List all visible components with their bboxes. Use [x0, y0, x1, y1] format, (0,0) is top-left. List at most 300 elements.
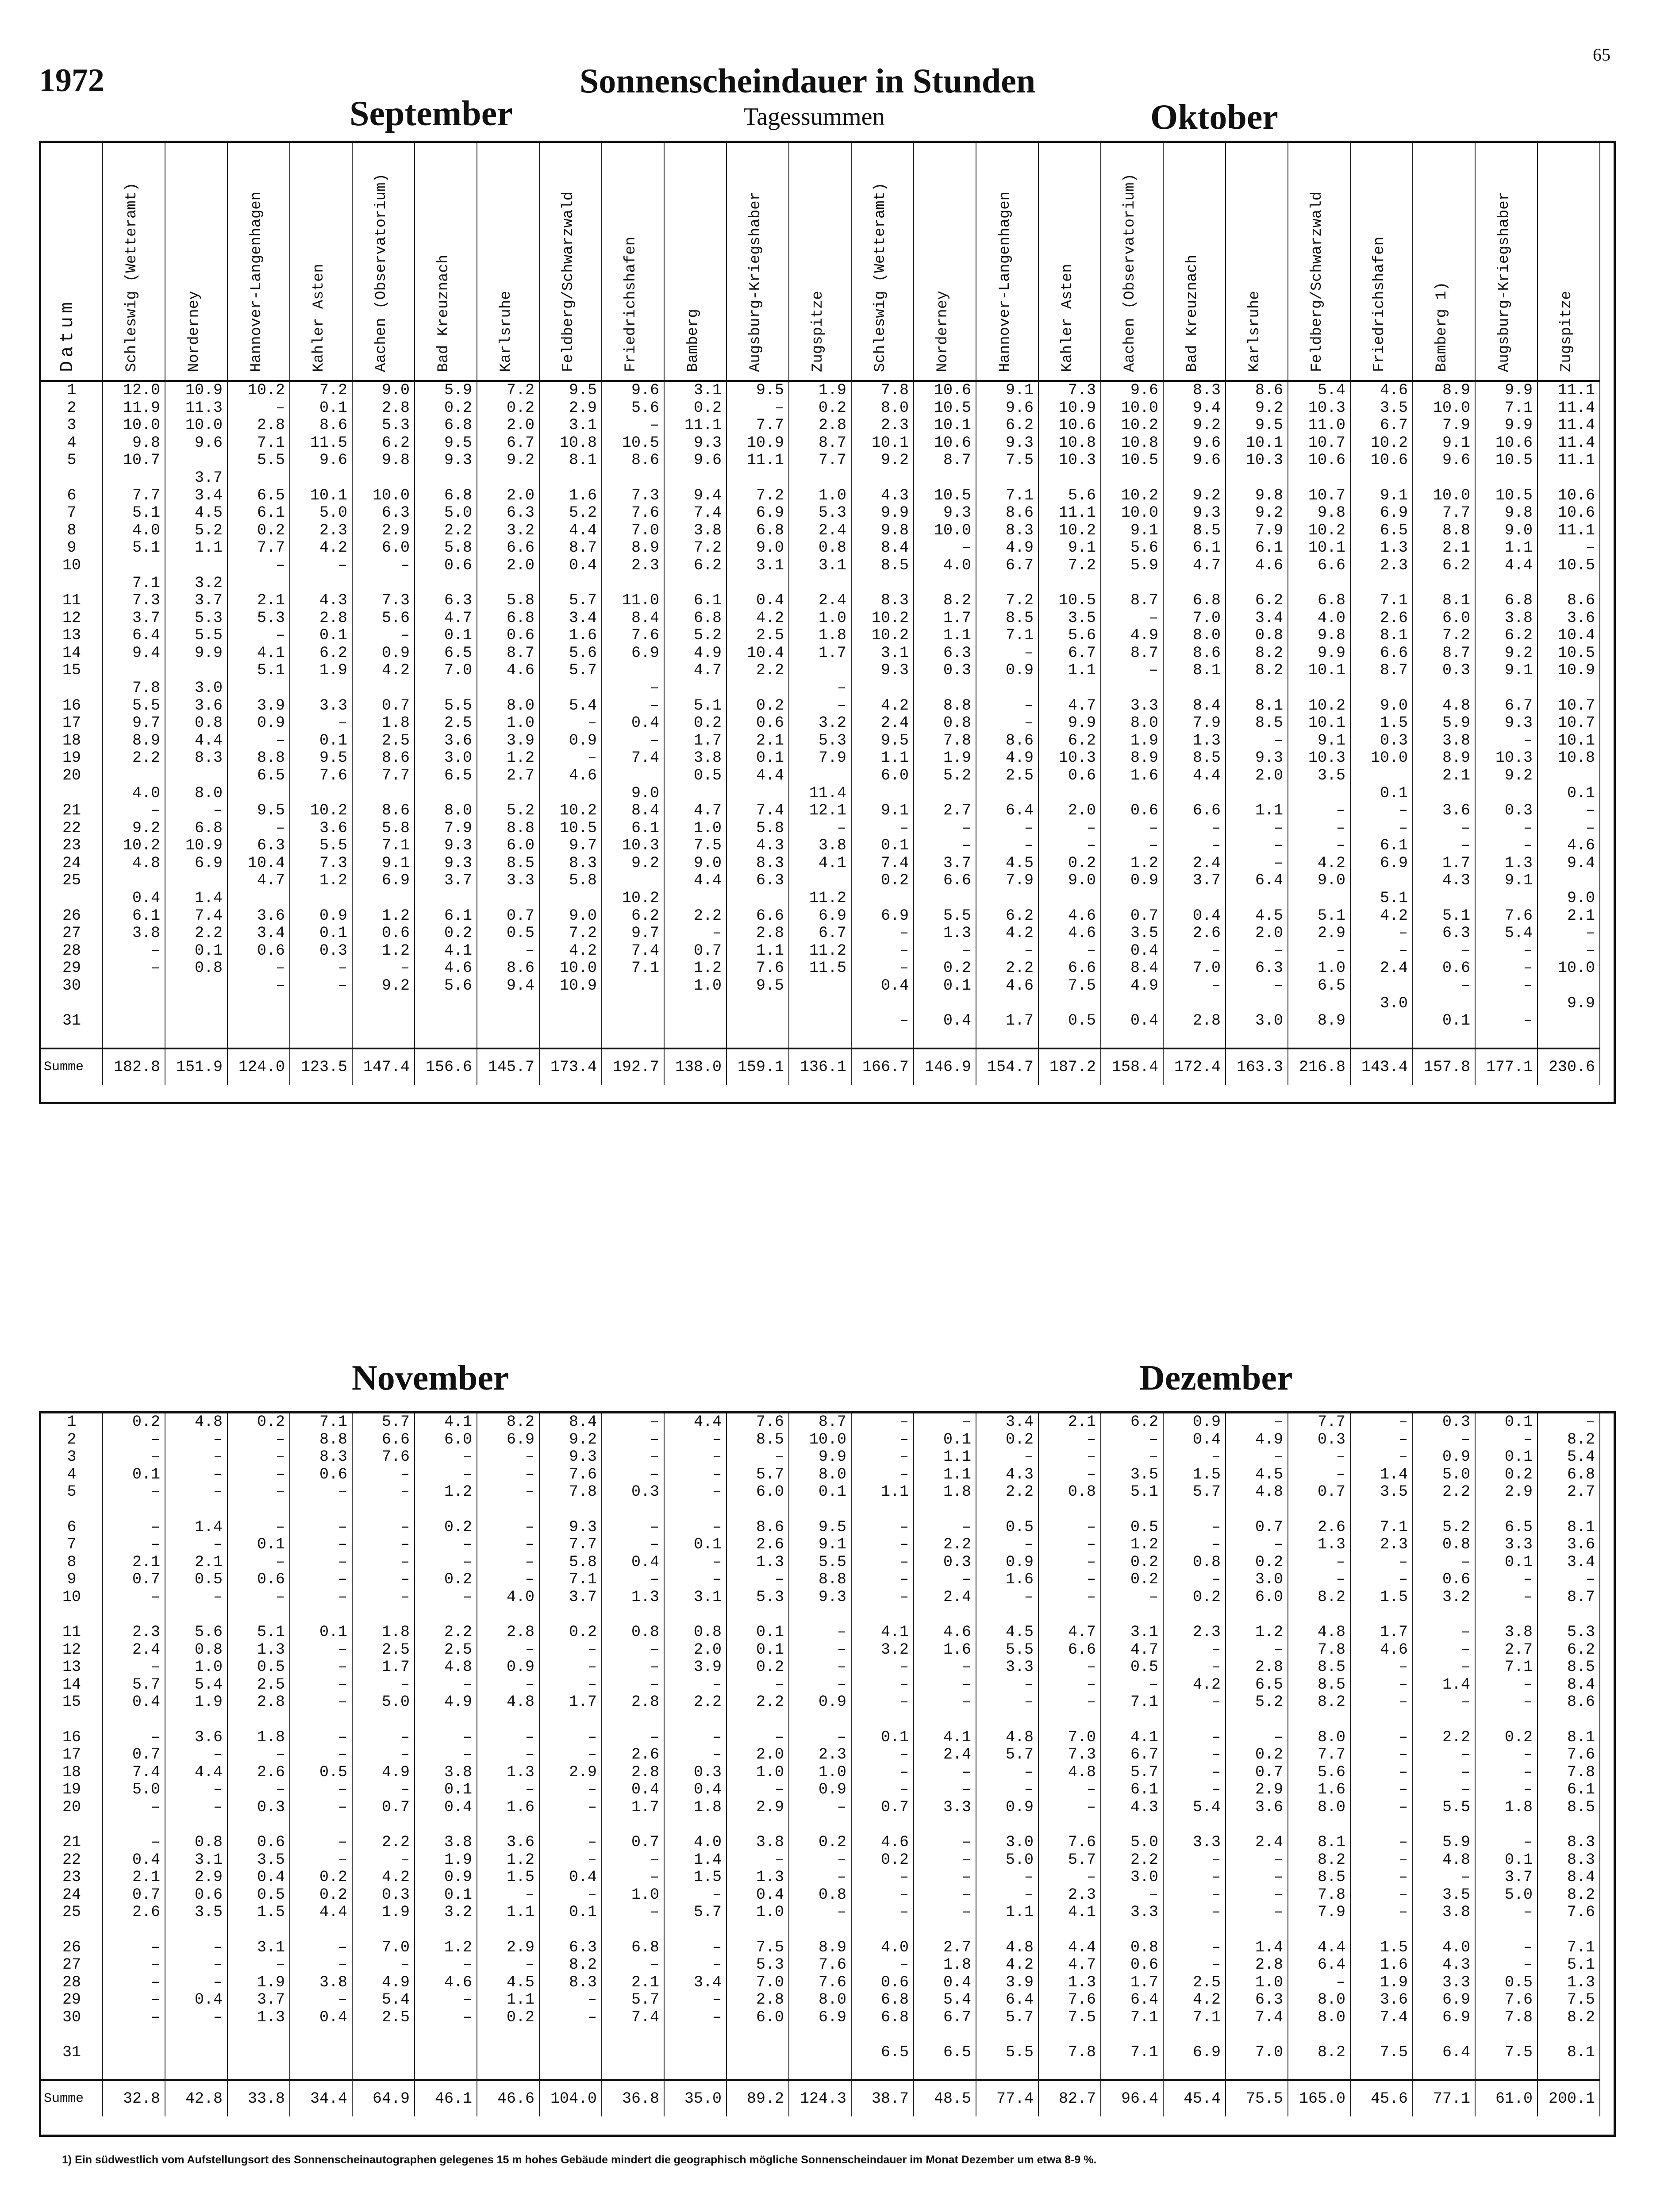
value-block: 8.6 5.8 7.1 9.1 6.9 [381, 802, 410, 889]
value-block: 10.5 3.5 5.6 6.7 1.1 [1058, 591, 1096, 679]
value-block: 7.4 5.8 4.3 8.3 6.3 [756, 802, 784, 889]
value-block: – – – – – [1398, 1833, 1408, 1921]
sum-value: 82.7 [1039, 2079, 1101, 2116]
value-block: 8.1 8.2 8.5 7.8 7.9 [1317, 1833, 1345, 1921]
sum-value: 151.9 [165, 1048, 228, 1085]
station-column [103, 1413, 165, 2079]
column-header-station [228, 143, 290, 382]
value-block: – – 3.2 5.3 7.9 [818, 679, 846, 767]
sum-value: 48.5 [914, 2079, 976, 2116]
value-block: 1.9 0.2 2.8 8.7 7.7 [818, 381, 846, 469]
value-block: – – 4.9 – 0.7 [381, 1728, 410, 1816]
column-header-label: Bamberg [684, 309, 702, 372]
sum-value: 124.0 [228, 1048, 290, 1085]
value-block: 3.4 0.2 – 4.3 2.2 [1005, 1413, 1034, 1501]
value-block: 3.9 0.9 – 8.8 6.5 [257, 696, 285, 784]
value-block: 8.1 3.6 3.4 – 8.7 [1567, 1518, 1595, 1606]
column-header-label: Zugspitze [1558, 291, 1575, 372]
column-header-label: Friedrichshafen [622, 236, 639, 372]
value-block: 9.0 7.2 4.2 10.0 10.9 [559, 906, 597, 995]
value-block: 9.0 2.1 – – 10.0 [1557, 889, 1595, 977]
value-block: 4.8 7.8 8.5 8.5 8.2 [1317, 1623, 1345, 1711]
value-block: 6.1 0.2 4.1 4.6 5.6 [444, 906, 472, 995]
value-block: 10.6 10.5 10.1 10.6 8.7 [934, 381, 971, 469]
value-block: 1.2 – 2.8 6.5 5.2 [1255, 1623, 1283, 1711]
station-column [415, 382, 477, 1048]
station-column [1101, 1413, 1164, 2079]
value-block: – 2.2 0.3 – 2.4 [943, 1518, 971, 1606]
value-block: 7.2 0.1 8.6 11.5 9.6 [310, 381, 347, 469]
value-block: 7.8 [1068, 2043, 1096, 2061]
value-block: 1.8 – 2.6 – 0.3 [257, 1728, 285, 1816]
sum-value: 96.4 [1101, 2079, 1164, 2116]
value-block: 0.1 [1442, 1012, 1470, 1029]
value-block: 8.3 8.3 8.4 8.2 7.6 [1567, 1833, 1595, 1921]
sum-value: 173.4 [540, 1048, 602, 1085]
value-block: 0.2 – – 0.8 – [818, 1833, 846, 1921]
value-block: 7.1 [1130, 2043, 1158, 2061]
station-column [665, 1413, 727, 2079]
station-column [1164, 382, 1226, 1048]
value-block: 2.8 [1192, 1012, 1221, 1029]
value-block: 1.4 7.4 2.2 0.1 0.8 [194, 889, 223, 977]
column-header-station [1226, 143, 1288, 382]
value-block: 1.1 – – – 6.4 [1255, 802, 1283, 889]
column-header-label: Bad Kreuznach [1184, 254, 1201, 372]
station-column [103, 382, 165, 1048]
value-block: 7.6 5.7 – 2.3 4.1 [1068, 1833, 1096, 1921]
value-block: 2.7 1.8 0.4 5.4 6.7 [943, 1938, 971, 2026]
station-column [914, 382, 976, 1048]
value-block: 5.7 3.4 1.6 5.6 5.7 [569, 591, 597, 679]
station-column [665, 382, 727, 1048]
value-block: 0.8 0.6 1.7 6.4 7.1 [1130, 1938, 1158, 2026]
sum-value: 187.2 [1039, 1048, 1101, 1085]
value-block: 2.2 – – – 5.5 [1442, 1728, 1470, 1816]
date-column [41, 382, 103, 1048]
value-block: 9.0 2.8 5.3 6.2 9.8 [381, 381, 410, 469]
sum-value: 34.4 [290, 2079, 353, 2116]
value-block: 6.9 – – – 0.4 [880, 906, 909, 995]
value-block: 4.3 9.9 9.8 8.4 8.5 [880, 486, 909, 574]
value-block: 6.6 2.8 1.1 7.6 9.5 [756, 906, 784, 995]
value-block: 6.1 6.8 5.2 4.9 4.7 [693, 591, 722, 679]
column-header-label: Bamberg 1) [1433, 281, 1450, 372]
value-block: 5.1 1.3 0.5 2.5 2.8 [257, 1623, 285, 1711]
sum-value: 38.7 [852, 2079, 914, 2116]
value-block: 7.3 10.9 10.6 10.8 10.3 [1058, 381, 1096, 469]
sum-value: 35.0 [665, 2079, 727, 2116]
value-block: 10.2 10.1 9.1 10.3 3.5 [1308, 696, 1345, 784]
value-block: 4.7 1.0 7.5 9.0 4.4 [693, 802, 722, 889]
value-block: 8.1 [1567, 2043, 1595, 2061]
value-block: 7.1 2.3 – – 1.5 [1380, 1518, 1408, 1606]
value-block: 5.8 6.8 0.6 8.7 4.6 [506, 591, 534, 679]
station-column [353, 1413, 415, 2079]
day-block: 16 17 18 19 20 [62, 696, 81, 784]
value-block: 7.1 8.6 8.3 4.9 6.7 [1005, 486, 1034, 574]
value-block: 10.2 – 2.8 7.1 5.5 [247, 381, 285, 469]
value-block: – – – – 5.4 [1192, 1728, 1221, 1816]
value-block: 4.5 5.5 3.3 – – [1005, 1623, 1034, 1711]
value-block: 6.2 4.2 – 2.2 4.6 [1005, 906, 1034, 995]
sum-value: 104.0 [540, 2079, 602, 2116]
value-block: 3.7 3.4 4.5 5.2 1.1 [194, 469, 223, 557]
value-block: 2.2 – 0.7 1.2 1.0 [693, 906, 722, 995]
value-block: 4.0 4.3 3.3 6.9 6.9 [1442, 1938, 1470, 2026]
value-block: 7.1 7.3 3.7 6.4 9.4 [132, 574, 160, 662]
value-block: 7.3 5.6 – 0.9 4.2 [381, 591, 410, 679]
value-block: 5.3 6.2 8.5 8.4 8.6 [1567, 1623, 1595, 1711]
value-block: 3.0 5.0 – – 1.1 [1005, 1833, 1034, 1921]
value-block: – – 0.4 – 0.1 [569, 1833, 597, 1921]
station-column [914, 1413, 976, 2079]
value-block: 7.3 7.6 7.0 8.9 2.3 [631, 486, 659, 574]
value-block: 1.2 – 4.6 – – [444, 1938, 472, 2026]
value-block: 8.9 10.0 7.9 9.1 9.6 [1433, 381, 1470, 469]
value-block: 4.0 – 9.2 10.2 4.8 [123, 784, 160, 872]
value-block: – 4.9 – 4.5 4.8 [1255, 1413, 1283, 1501]
day-block: 1 2 3 4 5 [67, 381, 77, 469]
value-block: 4.2 2.4 9.5 1.1 6.0 [880, 696, 909, 784]
value-block: 7.6 5.4 – – – [1504, 906, 1533, 995]
value-block: 0.2 – – – 1.7 [569, 1623, 597, 1711]
column-header-station [165, 143, 228, 382]
column-header-datum [41, 143, 103, 382]
station-column [602, 382, 665, 1048]
day-block: 6 7 8 9 10 [62, 486, 81, 574]
value-block: 0.7 3.5 0.4 8.4 4.9 [1130, 906, 1158, 995]
day-block: 6 7 8 9 10 [62, 1518, 81, 1606]
value-block: 0.1 0.1 0.2 – 2.2 [756, 1623, 784, 1711]
value-block: 7.2 8.5 7.1 – 0.9 [1005, 591, 1034, 679]
value-block: 8.4 7.9 1.3 8.5 4.4 [1192, 696, 1221, 784]
value-block: 7.2 0.2 2.0 6.7 9.2 [506, 381, 534, 469]
station-column [415, 1413, 477, 2079]
value-block: 4.4 – – – – [693, 1413, 722, 1501]
value-block: 3.6 3.4 0.6 – – [257, 906, 285, 995]
column-header-station [1039, 143, 1101, 382]
value-block: 10.7 10.7 10.1 10.8 [1557, 696, 1595, 767]
value-block: 2.9 – 4.5 1.1 0.2 [506, 1938, 534, 2026]
value-block: – – 0.5 – – [319, 1728, 347, 1816]
value-block: 7.6 8.5 – 5.7 6.0 [756, 1413, 784, 1501]
value-block: 8.7 – 4.9 8.7 – [1130, 591, 1158, 679]
grid-top [41, 143, 1600, 1085]
column-header-label: Karlsruhe [497, 291, 515, 372]
table-september-oktober [39, 141, 1616, 1104]
sum-value: 61.0 [1476, 2079, 1538, 2116]
value-block: 5.4 – 0.9 – 4.6 [569, 696, 597, 784]
value-block: 8.9 [1317, 1012, 1345, 1029]
column-header-label: Kahler Asten [310, 264, 327, 372]
value-block: 8.0 7.9 9.3 9.3 3.7 [444, 802, 472, 889]
value-block: 9.5 9.1 5.5 8.8 9.3 [818, 1518, 846, 1606]
value-block: 6.5 [880, 2043, 909, 2061]
column-header-label: Datum [57, 298, 78, 372]
column-header-station [1413, 143, 1476, 382]
sum-value: 75.5 [1226, 2079, 1288, 2116]
sum-value: 32.8 [103, 2079, 165, 2116]
column-header-label: Bad Kreuznach [435, 254, 452, 372]
value-block: 0.5 [1068, 1012, 1096, 1029]
page-number: 65 [1593, 45, 1610, 65]
value-block: 6.4 – – 4.5 7.9 [1005, 802, 1034, 889]
value-block: – 0.7 7.4 5.0 – [132, 1728, 160, 1816]
column-header-label: Feldberg/Schwarzwald [1308, 191, 1326, 372]
value-block: 8.1 7.6 7.8 6.1 8.5 [1567, 1728, 1595, 1816]
value-block: 4.1 3.2 – – – [880, 1623, 909, 1711]
value-block: 6.5 [943, 2043, 971, 2061]
day-block: 1 2 3 4 5 [67, 1413, 77, 1501]
station-column [290, 382, 353, 1048]
footnote: 1) Ein südwestlich vom Aufstellungsort des Sonnenscheinautographen gelegenes 15 m hohes Gebäude mindert die geographisch mögliche Sonnenscheindauer im Monat Dezember um etwa 8-9 %. [62, 2154, 1097, 2166]
value-block: 10.2 3.6 5.5 7.3 1.2 [310, 802, 347, 889]
column-header-station [1164, 143, 1226, 382]
value-block: 8.2 6.9 – – – [506, 1413, 534, 1501]
value-block: 4.7 6.6 – – – [1068, 1623, 1096, 1711]
value-block: 1.7 4.6 – – – [1380, 1623, 1408, 1711]
value-block: 8.6 9.2 9.5 10.1 10.3 [1245, 381, 1283, 469]
station-column [477, 1413, 540, 2079]
value-block: 3.6 – 4.4 – – [194, 1728, 223, 1816]
value-block: 1.2 0.6 1.2 – 9.2 [381, 906, 410, 995]
sum-value: 200.1 [1538, 2079, 1600, 2116]
value-block: 3.0 [1380, 994, 1408, 1012]
column-header-station [540, 143, 602, 382]
value-block: – – – – – [338, 1518, 347, 1606]
value-block: 8.4 9.2 9.3 7.6 7.8 [569, 1413, 597, 1501]
value-block: 2.2 2.5 4.8 – 4.9 [444, 1623, 472, 1711]
value-block: 8.2 [1317, 2043, 1345, 2061]
value-block: 8.6 3.6 10.4 10.5 10.9 [1557, 591, 1595, 679]
station-column [1351, 1413, 1413, 2079]
value-block: 9.5 – 6.3 10.4 4.7 [247, 802, 285, 889]
value-block: 2.7 – – 3.7 6.6 [943, 802, 971, 889]
station-column [1538, 382, 1600, 1048]
value-block: – – 0.3 0.4 1.8 [693, 1728, 722, 1816]
column-header-label: Norderney [185, 291, 203, 372]
column-header-label: Augsburg-Kriegshaber [747, 191, 764, 372]
value-block: 0.8 3.1 2.9 0.6 3.5 [194, 1833, 223, 1921]
station-column [1101, 382, 1164, 1048]
value-block: 10.5 9.8 9.0 1.1 4.4 [1495, 486, 1533, 574]
value-block: 3.0 3.6 0.8 4.4 8.3 [194, 679, 223, 767]
station-column [789, 382, 852, 1048]
value-block: 0.7 – – 1.0 – [631, 1833, 659, 1921]
column-header-label: Karlsruhe [1246, 291, 1263, 372]
value-block: – – – 4.2 9.0 [1317, 802, 1345, 889]
value-block: 1.8 2.5 1.7 – 5.0 [381, 1623, 410, 1711]
column-header-station [1351, 143, 1413, 382]
value-block: – – 8.6 4.9 2.5 [1005, 696, 1034, 784]
value-block: 6.9 [1192, 2043, 1221, 2061]
sum-value: 45.4 [1164, 2079, 1226, 2116]
value-block: 6.8 5.0 2.2 5.8 0.6 [444, 486, 472, 574]
sum-value: 192.7 [602, 1048, 665, 1085]
value-block: 0.2 – – – 1.8 [1504, 1728, 1533, 1816]
value-block: – – 2.1 0.7 – [132, 1518, 160, 1606]
value-block: 8.0 1.0 3.9 1.2 2.7 [506, 696, 534, 784]
value-block: 9.6 10.0 10.2 10.8 10.5 [1121, 381, 1158, 469]
sum-value: 146.9 [914, 1048, 976, 1085]
column-header-station [290, 143, 353, 382]
value-block: 4.6 4.6 – 6.6 7.5 [1068, 906, 1096, 995]
value-block: 3.8 – 1.3 0.4 1.0 [756, 1833, 784, 1921]
day-block: 11 12 13 14 15 [62, 591, 81, 679]
value-block: 9.3 7.7 5.8 7.1 3.7 [569, 1518, 597, 1606]
sum-value: 156.6 [415, 1048, 477, 1085]
value-block: – – – – – [150, 1938, 160, 2026]
value-block: – 2.3 1.0 0.9 – [818, 1728, 846, 1816]
value-block: 6.8 3.8 6.2 9.2 9.1 [1504, 591, 1533, 679]
sum-value: 230.6 [1538, 1048, 1600, 1085]
value-block: 7.0 – 4.9 5.4 2.5 [381, 1938, 410, 2026]
sum-value: 42.8 [165, 2079, 228, 2116]
value-block: 9.0 8.4 6.1 10.3 9.2 [622, 784, 659, 872]
value-block: 3.1 0.2 11.1 9.3 9.6 [684, 381, 722, 469]
station-column [852, 1413, 914, 2079]
sum-value: 159.1 [727, 1048, 789, 1085]
value-block: – – 1.3 – 1.6 [506, 1728, 534, 1816]
value-block: 0.8 2.0 3.9 – 2.2 [693, 1623, 722, 1711]
value-block: 0.6 3.5 0.4 0.5 1.5 [257, 1833, 285, 1921]
station-column [976, 1413, 1039, 2079]
value-block: 9.5 – 7.7 10.9 11.1 [746, 381, 784, 469]
page-title: Sonnenscheindauer in Stunden [580, 61, 1036, 100]
value-block: 6.6 – – 2.4 3.7 [1192, 802, 1221, 889]
station-column [976, 382, 1039, 1048]
value-block: 0.3 – – 1.3 9.1 [1504, 802, 1533, 889]
column-header-station [789, 143, 852, 382]
value-block: 8.1 8.5 – 9.3 2.0 [1255, 696, 1283, 784]
value-block: – 0.2 0.7 2.9 3.6 [1255, 1728, 1283, 1816]
value-block: 0.4 6.1 3.8 – – [132, 889, 160, 977]
sum-value: 166.7 [852, 1048, 914, 1085]
station-column [1351, 382, 1413, 1048]
sum-label: Summe [41, 1048, 103, 1085]
column-header-label: Schleswig (Wetteramt) [123, 182, 140, 372]
value-block: 9.1 9.6 6.2 9.3 7.5 [1005, 381, 1034, 469]
value-block: – – – 1.4 – [1442, 1623, 1470, 1711]
station-column [540, 1413, 602, 2079]
station-column [477, 382, 540, 1048]
station-column [228, 382, 290, 1048]
value-block: – – – 1.4 3.5 [1380, 1413, 1408, 1501]
column-header-station [103, 143, 165, 382]
value-block: 10.0 6.3 2.9 6.0 – [372, 486, 410, 574]
value-block: 3.3 8.0 1.9 8.9 1.6 [1130, 696, 1158, 784]
value-block: 4.4 4.7 1.3 7.6 7.5 [1068, 1938, 1096, 2026]
value-block: 5.5 2.5 3.6 3.0 6.5 [444, 696, 472, 784]
value-block: 10.0 7.7 8.8 2.1 6.2 [1433, 486, 1470, 574]
value-block: 8.3 10.2 10.2 3.1 9.3 [871, 591, 909, 679]
value-block: 5.1 6.3 – 0.6 – [1442, 906, 1470, 995]
value-block: 8.6 2.6 1.3 – 5.3 [756, 1518, 784, 1606]
value-block: 0.4 [1130, 1012, 1158, 1029]
station-column [228, 1413, 290, 2079]
column-header-station [976, 143, 1039, 382]
value-block: 0.2 0.6 2.1 0.1 4.4 [756, 696, 784, 784]
value-block: 1.4 2.8 1.0 6.3 7.4 [1255, 1938, 1283, 2026]
value-block: 0.1 – – – – [319, 1623, 347, 1711]
column-header-station [415, 143, 477, 382]
station-column [165, 1413, 228, 2079]
value-block: 7.8 8.0 2.3 10.1 9.2 [871, 381, 909, 469]
column-header-station [665, 143, 727, 382]
sum-value: 145.7 [477, 1048, 540, 1085]
sum-label: Summe [41, 2079, 103, 2116]
value-block: 5.6 0.8 1.0 5.4 1.9 [194, 1623, 223, 1711]
value-block: 0.7 – 0.2 3.0 6.0 [1255, 1518, 1283, 1606]
station-column [852, 382, 914, 1048]
value-block: 7.7 5.1 4.0 5.1 [132, 486, 160, 557]
day-block: 31 [62, 1012, 81, 1029]
page-subtitle: Tagessummen [743, 103, 885, 131]
value-block: 6.5 3.3 0.1 – – [1504, 1518, 1533, 1606]
value-block: 0.9 0.1 0.3 – – [319, 906, 347, 995]
value-block: 0.6 – – 1.2 0.9 [1130, 802, 1158, 889]
sum-value: 36.8 [602, 2079, 665, 2116]
station-column [1226, 1413, 1288, 2079]
value-block: 6.8 7.0 8.0 8.6 8.1 [1192, 591, 1221, 679]
value-block: 0.3 – 0.9 5.0 2.2 [1442, 1413, 1470, 1501]
value-block: 9.1 – 0.1 7.4 0.2 [880, 802, 909, 889]
value-block: 0.5 – 0.9 1.6 – [1005, 1518, 1034, 1606]
value-block: 8.7 10.0 9.9 8.0 0.1 [809, 1413, 846, 1501]
value-block: 0.5 1.2 0.2 0.2 – [1130, 1518, 1158, 1606]
station-column [1476, 382, 1538, 1048]
value-block: 8.0 7.7 5.6 1.6 8.0 [1317, 1728, 1345, 1816]
sum-value: 138.0 [665, 1048, 727, 1085]
value-block: – – – 0.4 – [194, 1938, 223, 2026]
value-block: 0.1 – – – 0.7 [880, 1728, 909, 1816]
column-header-station [1538, 143, 1600, 382]
value-block: 4.3 2.8 0.1 6.2 1.9 [319, 591, 347, 679]
value-block: 0.4 [943, 1012, 971, 1029]
column-header-station [477, 143, 540, 382]
value-block: 8.8 0.8 7.8 1.9 5.2 [943, 696, 971, 784]
station-column [1226, 382, 1288, 1048]
value-block: – – – – 0.3 [631, 1413, 659, 1501]
column-header-station [602, 143, 665, 382]
sum-value: 77.4 [976, 2079, 1039, 2116]
value-block: 10.9 11.3 10.0 9.6 [185, 381, 223, 452]
station-column [1476, 1413, 1538, 2079]
value-block: – – – – 0.9 [818, 1623, 846, 1711]
value-block: 0.8 – – – 2.8 [631, 1623, 659, 1711]
value-block: – – 2.9 – – [569, 1728, 597, 1816]
value-block: 4.1 2.4 – – 3.3 [943, 1728, 971, 1816]
value-block: 3.1 4.7 0.5 – 7.1 [1130, 1623, 1158, 1711]
column-header-label: Friedrichshafen [1371, 236, 1388, 372]
column-header-station [1288, 143, 1351, 382]
day-block: 31 [62, 2043, 81, 2061]
value-block: 3.6 – – 1.7 4.3 [1442, 802, 1470, 889]
station-column [1039, 382, 1101, 1048]
value-block: 12.0 11.9 10.0 9.8 10.7 [123, 381, 160, 469]
value-block: 10.2 6.2 9.7 7.4 7.1 [622, 889, 659, 977]
value-block: 2.1 – – – 0.8 [1068, 1413, 1096, 1501]
value-block: 6.8 4.0 9.8 9.9 10.1 [1308, 591, 1345, 679]
value-block: 0.2 – – 0.2 – [444, 1518, 472, 1606]
column-header-label: Hannover-Langenhagen [248, 191, 265, 372]
value-block: 3.8 1.9 0.9 0.1 3.2 [444, 1833, 472, 1921]
value-block: 11.0 8.4 7.6 6.9 [622, 591, 659, 662]
value-block: 2.2 – 4.2 0.3 1.9 [381, 1833, 410, 1921]
station-column [602, 1413, 665, 2079]
sum-value: 216.8 [1288, 1048, 1351, 1085]
